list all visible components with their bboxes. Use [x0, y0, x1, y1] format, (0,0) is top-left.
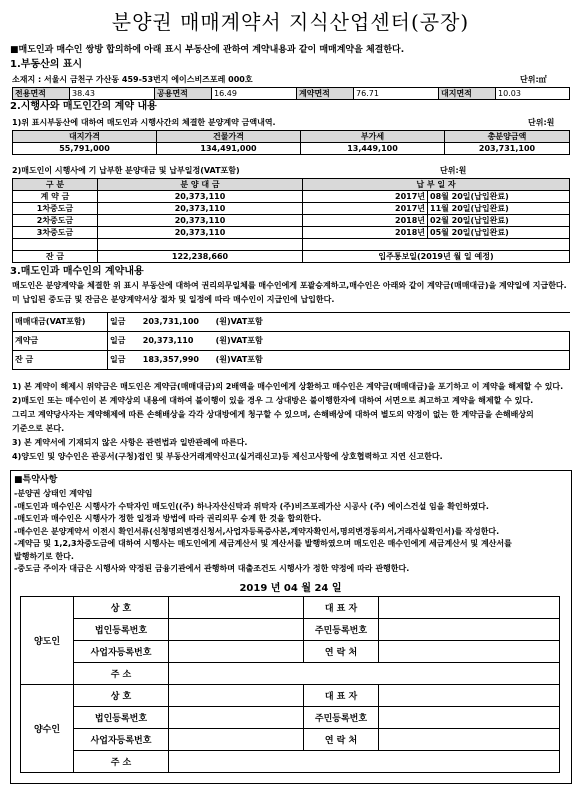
field-label: 상 호	[74, 685, 169, 707]
amount-label: 매매대금(VAT포함)	[13, 313, 108, 332]
field-label: 주민등록번호	[304, 707, 379, 729]
table-row	[13, 191, 570, 203]
amount-note: (원)VAT포함	[215, 317, 263, 326]
area-label-land: 대지면적	[439, 88, 496, 100]
area-value-land: 10.03	[496, 88, 570, 100]
area-label-common: 공용면적	[155, 88, 212, 100]
intro-text: ■매도인과 매수인 쌍방 합의하에 아래 표시 부동산에 관하여 계약내용과 같이 매매계약을 체결한다.	[10, 45, 405, 55]
table-row	[13, 351, 570, 370]
special-line: -매도인과 매수인은 시행사가 정한 일정과 방법에 따라 권리의무 승계 한 것을 합의한다.	[14, 514, 322, 523]
pay-row-date: 02월 20일(납입완료)	[428, 215, 570, 227]
area-value-exclusive: 38.43	[70, 88, 155, 100]
buyer-address-field[interactable]	[169, 751, 560, 773]
table-row	[13, 215, 570, 227]
price-subheading: 1)위 표시부동산에 대하여 매도인과 시행사간의 체결한 분양계약 금액내역.	[12, 118, 276, 127]
amount-label: 잔 금	[13, 351, 108, 370]
seller-company-field[interactable]	[169, 597, 304, 619]
field-label: 사업자등록번호	[74, 641, 169, 663]
pay-row-date: 08월 20일(납입완료)	[428, 191, 570, 203]
section1-heading: 1.부동산의 표시	[10, 59, 83, 70]
field-label: 상 호	[74, 597, 169, 619]
special-lines	[14, 488, 566, 576]
pay-row-label: 계 약 금	[13, 191, 98, 203]
table-row	[13, 332, 570, 351]
field-label: 연 락 처	[304, 729, 379, 751]
pay-row-amount: 20,373,110	[98, 215, 303, 227]
amount-note: (원)VAT포함	[215, 336, 263, 345]
amount-value: 183,357,990	[142, 355, 199, 364]
field-label: 주민등록번호	[304, 619, 379, 641]
buyer-company-field[interactable]	[169, 685, 304, 707]
location-value: 서울시 금천구 가산동 459-53번지 에이스비즈포레 000호	[43, 75, 253, 84]
amount-kind: 일금	[110, 317, 126, 326]
pay-row-year: 2018년	[303, 227, 428, 239]
area-label-exclusive: 전용면적	[13, 88, 70, 100]
pay-row-date: 05월 20일(납입완료)	[428, 227, 570, 239]
price-header-vat: 부가세	[301, 131, 445, 143]
seller-resident-number-field[interactable]	[379, 619, 560, 641]
pay-row-label: 1차중도금	[13, 203, 98, 215]
pay-header-type: 구 분	[13, 179, 98, 191]
seller-business-number-field[interactable]	[169, 641, 304, 663]
pay-row-date: 11월 20일(납입완료)	[428, 203, 570, 215]
table-row	[13, 251, 570, 263]
price-value-total: 203,731,100	[445, 143, 570, 155]
pay-row-amount: 20,373,110	[98, 191, 303, 203]
field-label: 법인등록번호	[74, 619, 169, 641]
area-table	[12, 87, 570, 100]
pay-row-year: 2017년	[303, 203, 428, 215]
price-header-land: 대지가격	[13, 131, 157, 143]
price-unit: 단위:원	[528, 118, 555, 127]
area-value-common: 16.49	[212, 88, 297, 100]
section3-para1: 매도인은 분양계약을 체결한 위 표시 부동산에 대하여 권리의무일체를 매수인에게 포괄승계하고,매수인은 아래와 같이 계약금(매매대금)을 계약일에 지급한다.	[12, 281, 567, 290]
seller-contact-field[interactable]	[379, 641, 560, 663]
buyer-contact-field[interactable]	[379, 729, 560, 751]
clauses	[12, 380, 572, 464]
amount-kind: 일금	[110, 355, 126, 364]
price-value-land: 55,791,000	[13, 143, 157, 155]
amount-kind: 일금	[110, 336, 126, 345]
area-label-contract: 계약면적	[297, 88, 354, 100]
contract-amount-table	[12, 312, 570, 370]
pay-row-year: 2018년	[303, 215, 428, 227]
field-label: 연 락 처	[304, 641, 379, 663]
payment-table	[12, 178, 570, 263]
table-row	[13, 203, 570, 215]
page-title: 분양권 매매계약서 지식산업센터(공장)	[111, 10, 470, 34]
payment-unit: 단위:원	[440, 166, 467, 175]
price-value-vat: 13,449,100	[301, 143, 445, 155]
buyer-business-number-field[interactable]	[169, 729, 304, 751]
field-label: 사업자등록번호	[74, 729, 169, 751]
buyer-corp-number-field[interactable]	[169, 707, 304, 729]
clause: 4)양도인 및 양수인은 관공서(구청)접인 및 부동산거래계약신고(실거래신고)등 제신고사항에 상호협력하고 지연 신고한다.	[12, 452, 443, 461]
balance-amount: 122,238,660	[98, 251, 303, 263]
buyer-label: 양수인	[21, 685, 74, 773]
balance-date: 입주통보일(2019년 월 일 예정)	[303, 251, 570, 263]
field-label: 대 표 자	[304, 597, 379, 619]
special-line: -중도금 주이자 대금은 시행사와 약정된 금융기관에서 관행하며 대출조건도 시행사가 정한 약정에 따라 관행한다.	[14, 564, 410, 573]
field-label: 대 표 자	[304, 685, 379, 707]
location-line	[12, 74, 253, 85]
section2-heading: 2.시행사와 매도인간의 계약 내용	[10, 101, 157, 112]
price-header-building: 건물가격	[157, 131, 301, 143]
special-line: 발행하기로 한다.	[14, 551, 74, 561]
clause: 1) 본 계약이 해제시 위약금은 매도인은 계약금(매매대금)의 2배액을 매수인에게 상환하고 매수인은 계약금(매매대금)을 포기하고 이 계약을 해제할 수 있다.	[12, 382, 564, 391]
seller-address-field[interactable]	[169, 663, 560, 685]
pay-row-amount: 20,373,110	[98, 227, 303, 239]
pay-header-amount: 분 양 대 금	[98, 179, 303, 191]
clause: 3) 본 계약서에 기재되지 않은 사항은 관련법과 일반관례에 따른다.	[12, 438, 248, 447]
special-line: -매수인은 분양계약서 이전시 확인서류(신청명의변경신청서,사업자등록증사본,계약자확인서,명의변경동의서,거래사실확인서)를 작성한다.	[14, 526, 500, 536]
clause: 그리고 계약당사자는 계약해제에 따른 손해배상을 각각 상대방에게 청구할 수 있으며, 손해배상에 대하여 별도의 약정이 없는 한 계약금을 손해배상의	[12, 410, 534, 419]
pay-header-date: 납 부 일 자	[303, 179, 570, 191]
area-unit: 단위:㎡	[520, 75, 547, 84]
field-label: 주 소	[74, 751, 169, 773]
contract-date: 2019 년 04 월 24 일	[239, 583, 342, 594]
field-label: 주 소	[74, 663, 169, 685]
price-table	[12, 130, 570, 155]
pay-row-amount: 20,373,110	[98, 203, 303, 215]
pay-row-year: 2017년	[303, 191, 428, 203]
field-label: 법인등록번호	[74, 707, 169, 729]
seller-label: 양도인	[21, 597, 74, 685]
special-line: -매도인과 매수인은 시행사가 수탁자인 매도인((주) 하나자산신탁과 위탁자 (주)비즈포레가산 시공사 (주) 에이스건설 임을 확인하였다.	[14, 501, 489, 511]
amount-note: (원)VAT포함	[215, 355, 263, 364]
pay-row-label: 2차중도금	[13, 215, 98, 227]
table-row	[13, 313, 570, 332]
special-line: -분양권 상태인 계약임	[14, 489, 93, 498]
clause: 기준으로 본다.	[12, 424, 65, 433]
signature-table	[20, 596, 560, 773]
section3-para2: 미 납입된 중도금 및 잔금은 분양계약서상 절차 및 일정에 따라 매수인이 지급인에 납입한다.	[12, 295, 335, 304]
amount-value: 203,731,100	[142, 317, 199, 326]
section3-heading: 3.매도인과 매수인의 계약내용	[10, 266, 144, 277]
special-heading: ■특약사항	[14, 475, 58, 485]
payment-subheading: 2)매도인이 시행사에 기 납부한 분양대금 및 납부일정(VAT포함)	[12, 166, 240, 175]
special-line: -계약금 및 1,2,3차중도금에 대하여 시행사는 매도인에게 세금계산서 및 계산서를 발행하였으며 매도인은 매수인에게 세금계산서 및 계산서를	[14, 539, 512, 548]
amount-label: 계약금	[13, 332, 108, 351]
price-value-building: 134,491,000	[157, 143, 301, 155]
pay-row-label: 3차중도금	[13, 227, 98, 239]
seller-corp-number-field[interactable]	[169, 619, 304, 641]
balance-label: 잔 금	[13, 251, 98, 263]
table-row	[13, 227, 570, 239]
location-label: 소재지 :	[12, 75, 42, 84]
price-header-total: 총분양금액	[445, 131, 570, 143]
area-value-contract: 76.71	[354, 88, 439, 100]
buyer-resident-number-field[interactable]	[379, 707, 560, 729]
seller-representative-field[interactable]	[379, 597, 560, 619]
buyer-representative-field[interactable]	[379, 685, 560, 707]
amount-value: 20,373,110	[142, 336, 194, 345]
clause: 2)매도인 또는 매수인이 본 계약상의 내용에 대하여 불이행이 있을 경우 그 상대방은 불이행한자에 대하여 서면으로 최고하고 계약을 해제할 수 있다.	[12, 396, 534, 405]
